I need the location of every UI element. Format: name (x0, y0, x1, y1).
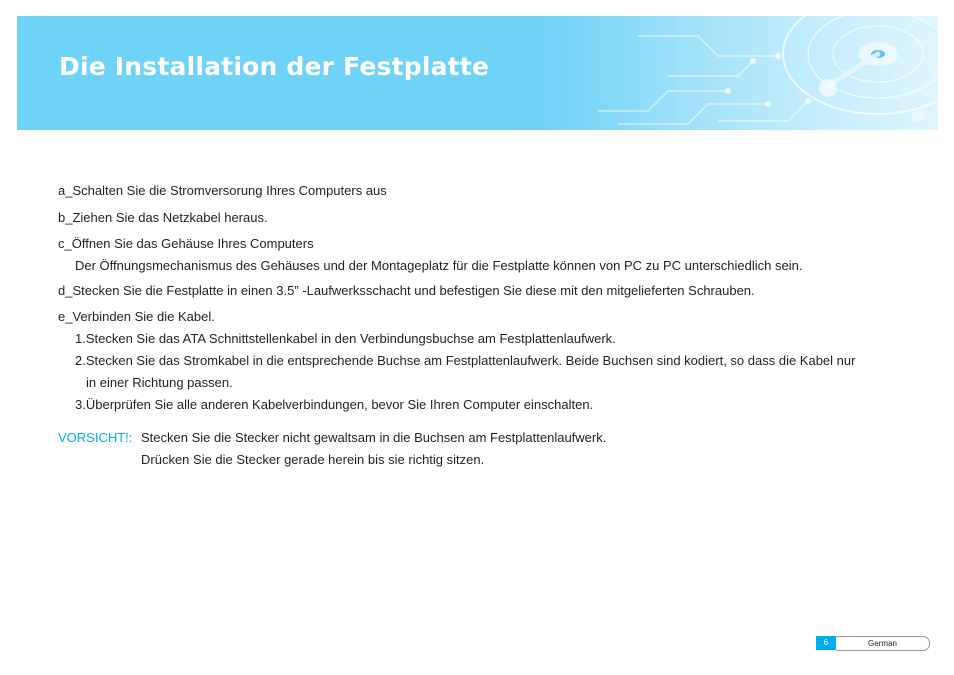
step-c-note: Der Öffnungsmechanismus des Gehäuses und der Montageplatz für die Festplatte können von PC zu PC unterschiedlich sein. (75, 258, 803, 273)
page-number: 6 (816, 636, 836, 650)
hard-drive-illustration (578, 16, 938, 130)
step-e: e_Verbinden Sie die Kabel. (58, 309, 215, 324)
header-banner (17, 16, 938, 130)
page-title: Die Installation der Festplatte (59, 52, 490, 81)
caution-line-1: Stecken Sie die Stecker nicht gewaltsam in die Buchsen am Festplattenlaufwerk. (141, 430, 607, 445)
caution-label: VORSICHT!: (58, 430, 133, 445)
step-b: b_Ziehen Sie das Netzkabel heraus. (58, 210, 268, 225)
step-e-sub-3: 3.Überprüfen Sie alle anderen Kabelverbindungen, bevor Sie Ihren Computer einschalten. (75, 397, 594, 412)
step-d: d_Stecken Sie die Festplatte in einen 3.5” -Laufwerksschacht und befestigen Sie diese mit den mitgelieferten Schrauben. (58, 283, 755, 298)
language-label: German (836, 636, 930, 651)
step-e-sub-1: 1.Stecken Sie das ATA Schnittstellenkabel in den Verbindungsbuchse am Festplattenlaufwerk. (75, 331, 616, 346)
step-c: c_Öffnen Sie das Gehäuse Ihres Computers (58, 236, 314, 251)
step-e-sub-2-cont: in einer Richtung passen. (86, 375, 233, 390)
step-a: a_Schalten Sie die Stromversorung Ihres Computers aus (58, 183, 387, 198)
step-e-sub-2: 2.Stecken Sie das Stromkabel in die entsprechende Buchse am Festplattenlaufwerk. Beide Buchsen sind kodiert, so dass die Kabel nur (75, 353, 856, 368)
caution-line-2: Drücken Sie die Stecker gerade herein bis sie richtig sitzen. (141, 452, 485, 467)
